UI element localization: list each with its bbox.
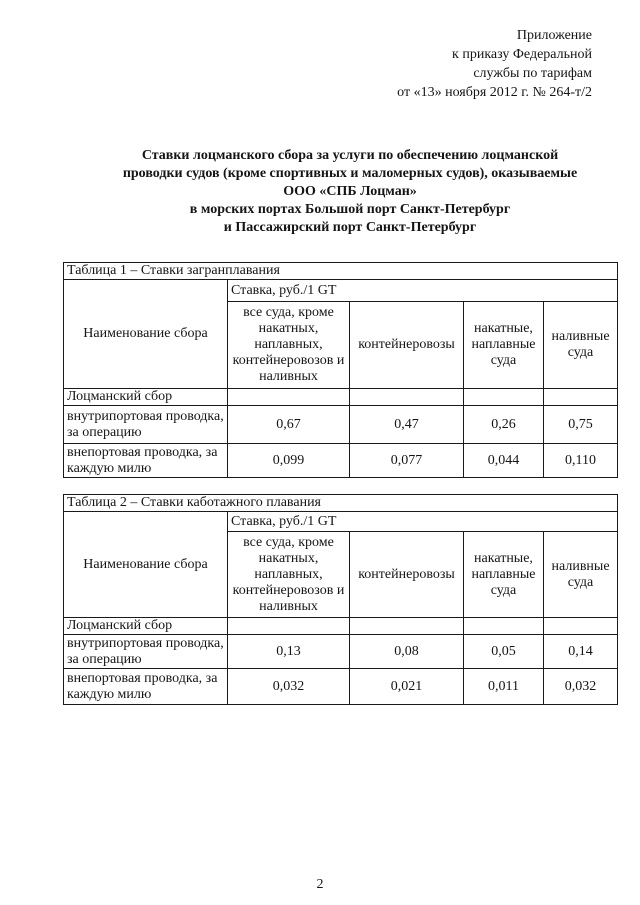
column-header: все суда, кроме накатных, наплавных, контейнеровозов и наливных — [228, 532, 350, 618]
column-header: накатные, наплавные суда — [464, 302, 544, 389]
table-caption: Таблица 1 – Ставки загранплавания — [64, 263, 618, 280]
column-header: наливные суда — [544, 532, 618, 618]
rates-table-2 — [63, 494, 618, 705]
table-cell: 0,032 — [544, 669, 618, 705]
table-cell: 0,077 — [350, 444, 464, 478]
table-cell: 0,13 — [228, 635, 350, 669]
annex-line: от «13» ноября 2012 г. № 264-т/2 — [397, 85, 592, 100]
group-label: Лоцманский сбор — [64, 389, 228, 406]
empty-cell — [464, 618, 544, 635]
empty-cell — [228, 389, 350, 406]
table-cell: 0,099 — [228, 444, 350, 478]
title-line: Ставки лоцманского сбора за услуги по обеспечению лоцманской — [141, 148, 559, 163]
table-cell: 0,47 — [350, 406, 464, 444]
document-title — [60, 147, 640, 237]
table-cell: 0,110 — [544, 444, 618, 478]
column-header: контейнеровозы — [350, 302, 464, 389]
annex-line: к приказу Федеральной — [452, 47, 592, 62]
table-cell: 0,14 — [544, 635, 618, 669]
empty-cell — [544, 618, 618, 635]
empty-cell — [228, 618, 350, 635]
column-header: наливные суда — [544, 302, 618, 389]
column-header: все суда, кроме накатных, наплавных, контейнеровозов и наливных — [228, 302, 350, 389]
page-number: 2 — [316, 877, 324, 892]
table-cell: 0,032 — [228, 669, 350, 705]
empty-cell — [350, 389, 464, 406]
row-label: внутрипортовая проводка, за операцию — [64, 635, 228, 669]
rates-table-1 — [63, 262, 618, 478]
column-header: контейнеровозы — [350, 532, 464, 618]
title-line: в морских портах Большой порт Санкт-Петербург — [189, 202, 511, 217]
table-cell: 0,011 — [464, 669, 544, 705]
table-cell: 0,75 — [544, 406, 618, 444]
rate-unit-header: Ставка, руб./1 GT — [228, 512, 618, 532]
annex-block — [360, 26, 592, 102]
annex-line: Приложение — [516, 28, 592, 43]
empty-cell — [350, 618, 464, 635]
table-caption: Таблица 2 – Ставки каботажного плавания — [64, 495, 618, 512]
table-cell: 0,021 — [350, 669, 464, 705]
column-header: накатные, наплавные суда — [464, 532, 544, 618]
name-column-header: Наименование сбора — [64, 280, 228, 389]
table-cell: 0,05 — [464, 635, 544, 669]
empty-cell — [464, 389, 544, 406]
row-label: внепортовая проводка, за каждую милю — [64, 669, 228, 705]
table-cell: 0,67 — [228, 406, 350, 444]
row-label: внутрипортовая проводка, за операцию — [64, 406, 228, 444]
rate-unit-header: Ставка, руб./1 GT — [228, 280, 618, 302]
title-line: проводки судов (кроме спортивных и маломерных судов), оказываемые — [122, 166, 578, 181]
title-line: ООО «СПБ Лоцман» — [283, 184, 417, 199]
table-cell: 0,26 — [464, 406, 544, 444]
row-label: внепортовая проводка, за каждую милю — [64, 444, 228, 478]
title-line: и Пассажирский порт Санкт-Петербург — [223, 220, 477, 235]
table-cell: 0,08 — [350, 635, 464, 669]
table-cell: 0,044 — [464, 444, 544, 478]
name-column-header: Наименование сбора — [64, 512, 228, 618]
empty-cell — [544, 389, 618, 406]
annex-line: службы по тарифам — [473, 66, 592, 81]
group-label: Лоцманский сбор — [64, 618, 228, 635]
